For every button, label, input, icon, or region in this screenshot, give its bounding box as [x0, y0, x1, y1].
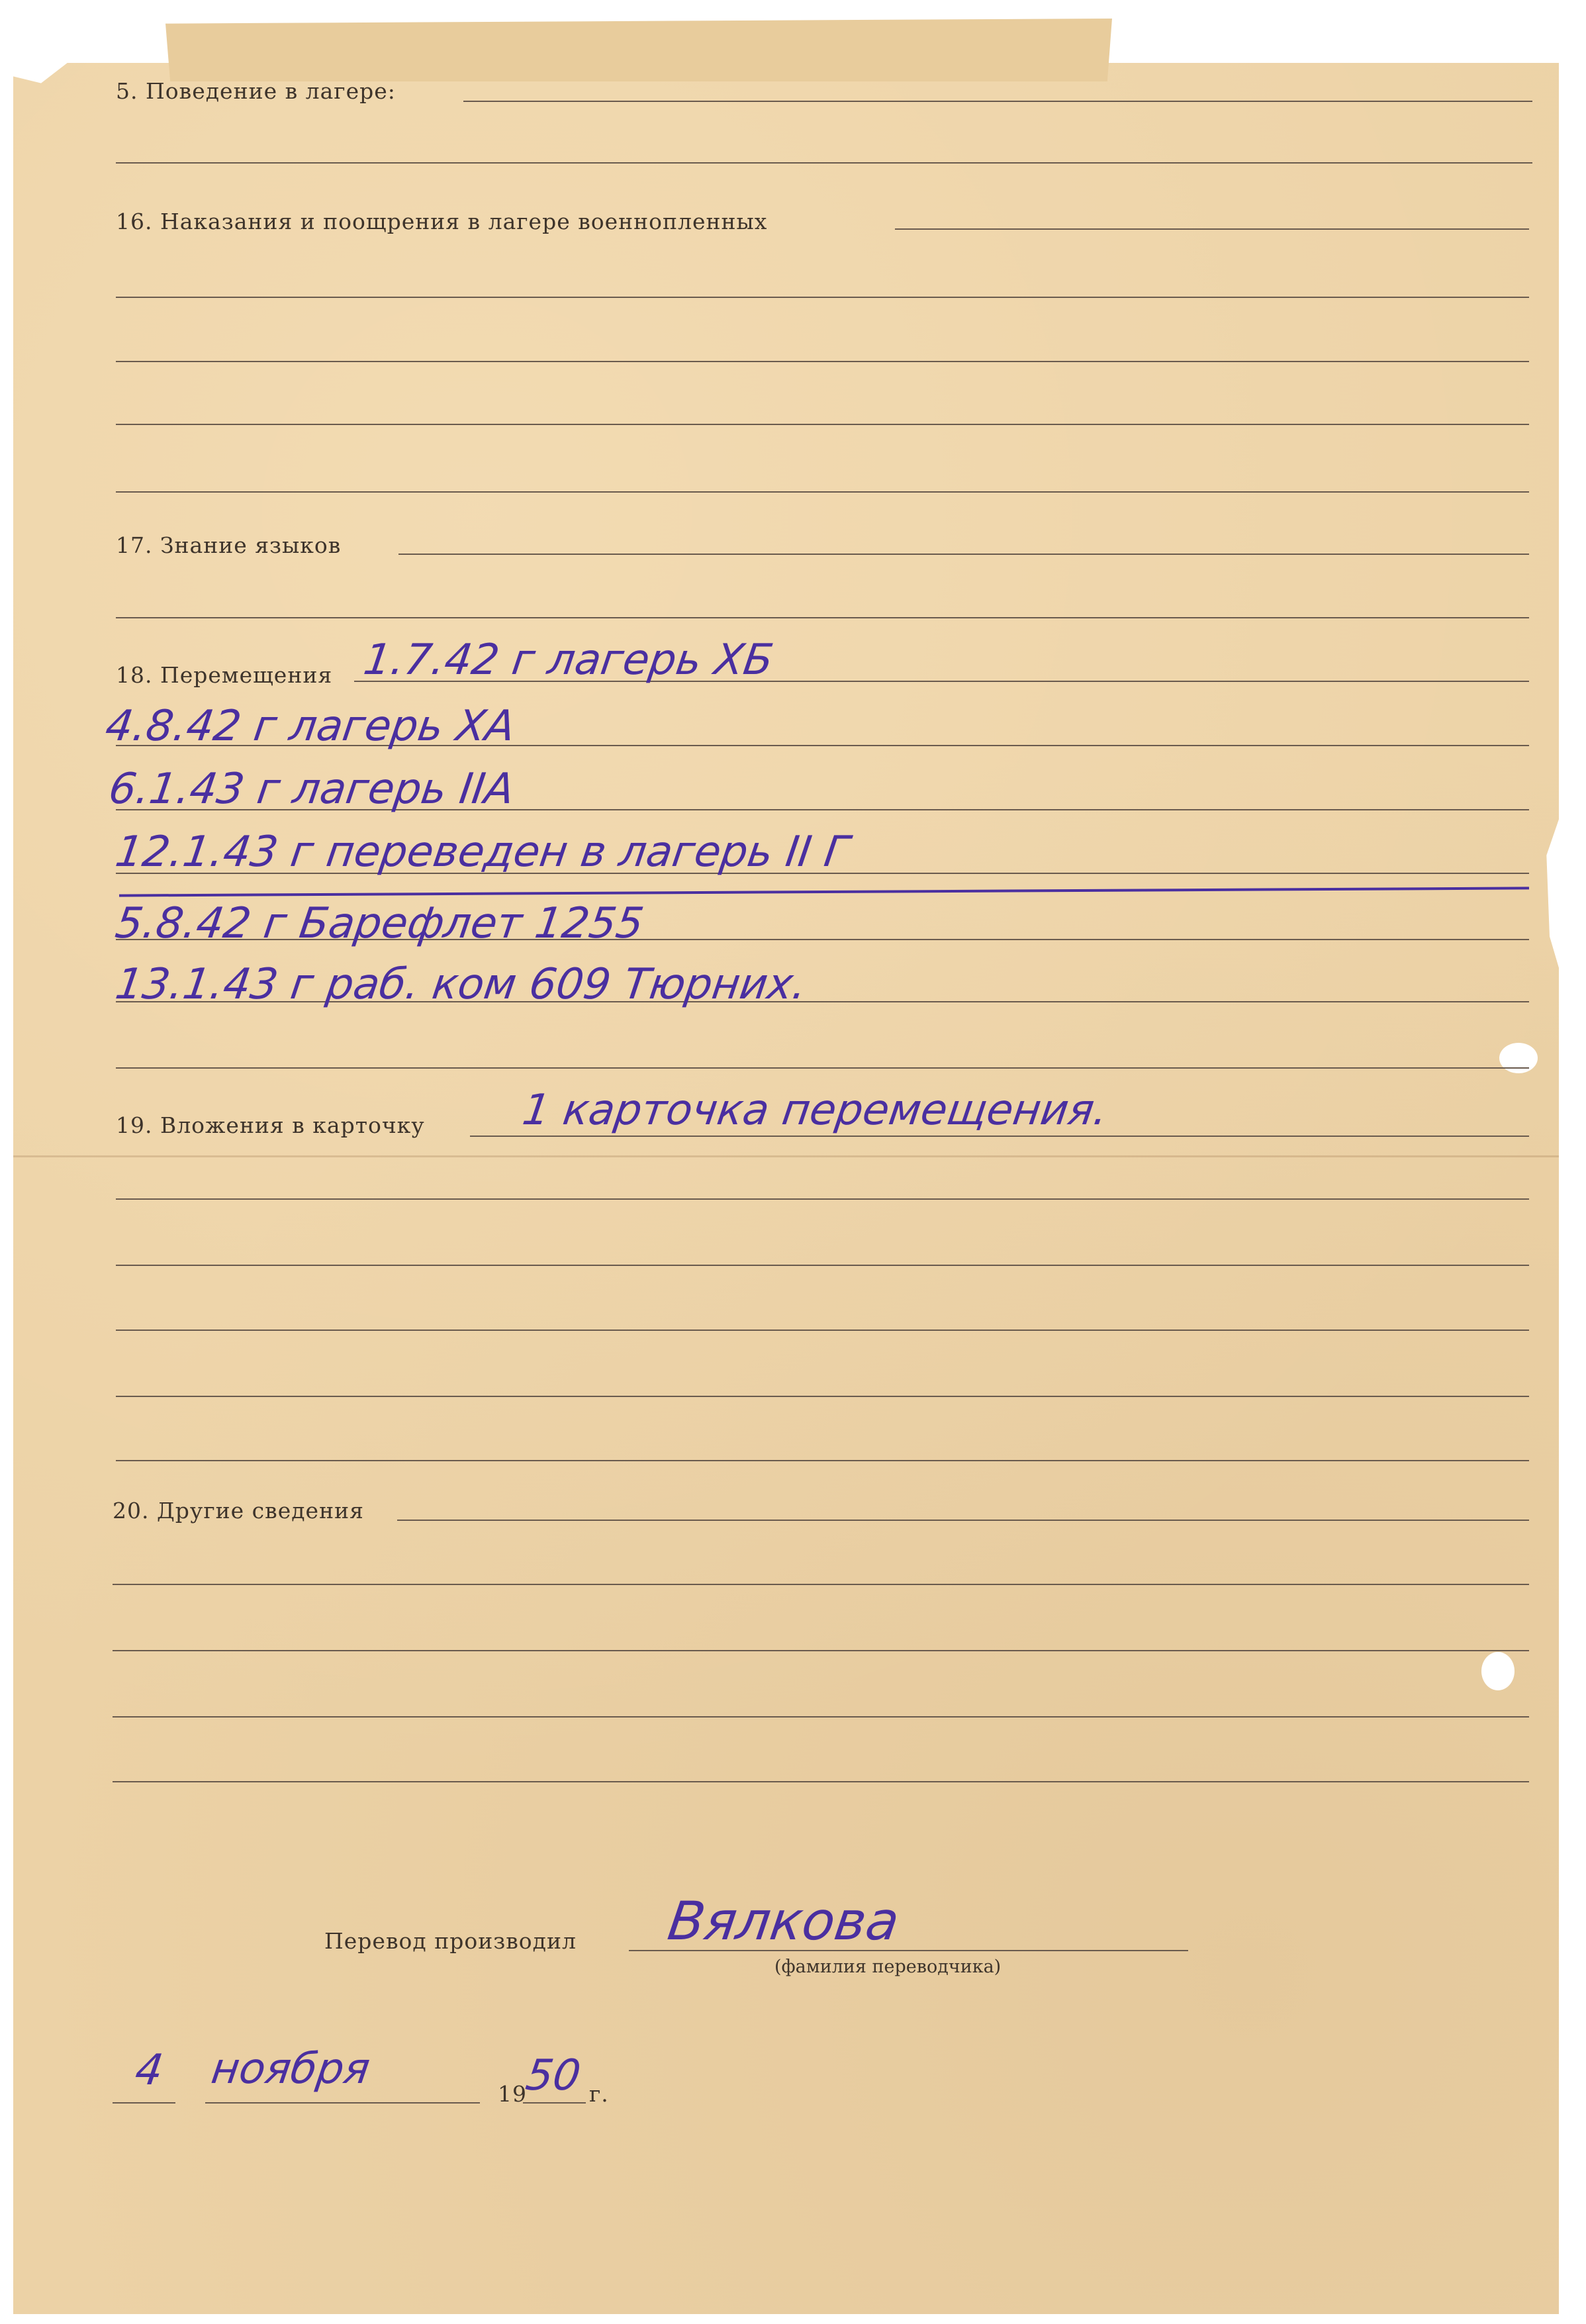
date-year-line[interactable] — [523, 2102, 586, 2104]
field-20-line[interactable] — [397, 1520, 1529, 1521]
field-16-label: 16. Наказания и поощрения в лагере военнопленных — [116, 209, 768, 234]
date-day: 4 — [132, 2046, 166, 2095]
field-15-label: 5. Поведение в лагере: — [116, 78, 396, 104]
date-year-suffix: 50 — [522, 2051, 584, 2100]
field-20-label: 20. Другие сведения — [113, 1498, 364, 1524]
field-19-label: 19. Вложения в карточку — [116, 1112, 425, 1138]
translator-signature: Вялкова — [664, 1890, 904, 1952]
date-year-prefix: 19 — [498, 2081, 527, 2107]
translator-label: Перевод производил — [324, 1928, 577, 1954]
form-line — [116, 617, 1529, 618]
field-18-label: 18. Перемещения — [116, 662, 333, 688]
form-line — [116, 1198, 1529, 1200]
attachments-value: 1 карточка перемещения. — [519, 1086, 1111, 1135]
translator-caption: (фамилия переводчика) — [774, 1957, 1002, 1977]
form-line — [113, 1781, 1529, 1782]
field-17-line[interactable] — [398, 554, 1529, 555]
form-line — [116, 424, 1529, 425]
date-month-line[interactable] — [205, 2102, 480, 2104]
field-19-line[interactable] — [470, 1136, 1529, 1137]
date-day-line[interactable] — [113, 2102, 175, 2104]
fold-crease — [13, 1155, 1559, 1157]
movement-entry: 4.8.42 г лагерь XA — [102, 702, 518, 751]
form-line — [116, 297, 1529, 298]
form-line — [116, 1067, 1529, 1069]
movement-entry: 6.1.43 г лагерь IIA — [105, 765, 518, 814]
movement-entry: 5.8.42 г Барефлет 1255 — [112, 899, 647, 948]
form-line — [116, 491, 1529, 493]
form-line — [116, 162, 1532, 164]
field-17-label: 17. Знание языков — [116, 532, 342, 558]
form-line — [116, 1396, 1529, 1397]
date-year-end: г. — [589, 2081, 609, 2107]
movement-entry: 12.1.43 г переведен в лагерь II Г — [112, 828, 852, 877]
movement-entry: 13.1.43 г раб. ком 609 Тюрних. — [112, 960, 810, 1009]
field-16-line[interactable] — [895, 228, 1529, 230]
paper-hole — [1499, 1043, 1538, 1073]
form-line — [116, 1265, 1529, 1266]
paper-tab — [165, 19, 1112, 81]
form-line — [113, 1650, 1529, 1651]
form-line — [113, 1584, 1529, 1585]
date-month: ноября — [208, 2045, 373, 2094]
form-line — [116, 1460, 1529, 1461]
form-line — [113, 1716, 1529, 1718]
field-15-line[interactable] — [463, 101, 1532, 102]
paper-hole — [1481, 1652, 1515, 1690]
movement-entry: 1.7.42 г лагерь XБ — [360, 636, 776, 685]
form-line — [116, 1330, 1529, 1331]
form-line — [116, 361, 1529, 362]
